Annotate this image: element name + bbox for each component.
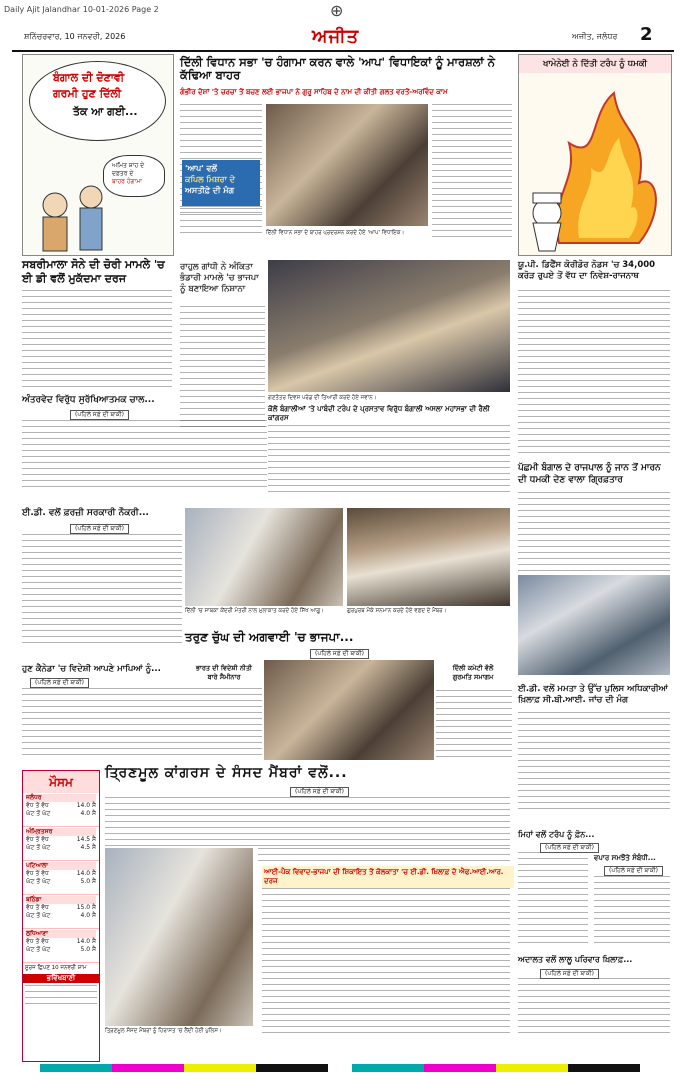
lead-headline: ਦਿੱਲੀ ਵਿਧਾਨ ਸਭਾ 'ਚ ਹੰਗਾਮਾ ਕਰਨ ਵਾਲੇ 'ਆਪ' ਵਿਧਾਇਕਾਂ ਨੂੰ ਮਾਰਸ਼ਲਾਂ ਨੇ ਕੱਢਿਆ ਬਾਹਰ [180,55,495,82]
cartoon-right-headline: ਖਾਮੇਨੇਈ ਨੇ ਦਿੱਤੀ ਟਰੰਪ ਨੂੰ ਧਮਕੀ [519,55,671,73]
tarun-continued: (ਪਹਿਲੇ ਸਫ਼ੇ ਦੀ ਬਾਕੀ) [310,649,369,659]
lead-photo [266,104,428,226]
weather-city-row [23,793,99,827]
min-value: 4.5 ਸੈ [80,844,96,851]
weather-city-name: ਬਠਿੰਡਾ [26,896,96,904]
antarvedh-continued: (ਪਹਿਲੇ ਸਫ਼ੇ ਦੀ ਬਾਕੀ) [70,410,129,420]
bubble-line-3: ਤੱਕ ਆ ਗਈ... [73,105,138,118]
meeting-photo-caption: ਦਿੱਲੀ 'ਚ ਸਾਬਕਾ ਕੇਂਦਰੀ ਮੰਤਰੀ ਨਾਲ ਮੁਲਾਕਾਤ ਕਰਦੇ ਹੋਏ ਸਿੱਖ ਆਗੂ। [185,608,324,614]
adalat-headline: ਅਦਾਲਤ ਵਲੋਂ ਲਾਲੂ ਪਰਿਵਾਰ ਖ਼ਿਲਾਫ਼... [518,955,633,964]
seminar-line-2: ਬਾਰੇ ਸੈਮੀਨਾਰ [207,673,241,681]
max-value: 14.0 ਸੈ [76,870,96,877]
weather-city-row [23,861,99,895]
header-date: ਸ਼ਨਿੱਚਰਵਾਰ, 10 ਜਨਵਰੀ, 2026 [24,32,126,41]
min-label: ਘੱਟ ਤੋਂ ਘੱਟ [26,946,51,953]
forecast-title: ਭਵਿੱਖਬਾਣੀ [23,974,99,983]
weather-city-row [23,929,99,963]
antarvedh-headline: ਅੰਤਰਵੇਦ ਵਿਰੁੱਧ ਸੁਰੱਖਿਆਤਮਕ ਚਾਲ... [22,395,155,405]
tmc-text-2 [258,848,510,864]
seminar-box [188,664,260,682]
weather-min [26,844,96,852]
min-label: ਘੱਟ ਤੋਂ ਘੱਟ [26,912,51,919]
up-text [518,290,670,455]
weather-max [26,904,96,912]
felicitation-photo-caption: ਗੁਰਪੁਰਬ ਮੌਕੇ ਸਨਮਾਨ ਕਰਦੇ ਹੋਏ ਵਫ਼ਦ ਦੇ ਮੈਂਬਰ। [347,608,447,614]
header-city: ਅਜੀਤ, ਜਲੰਧਰ [572,32,618,41]
rahul-headline: ਰਾਹੁਲ ਗਾਂਧੀ ਨੇ ਅੰਕਿਤਾ ਭੰਡਾਰੀ ਮਾਮਲੇ 'ਚ ਭਾਜਪਾ ਨੂੰ ਬਣਾਇਆ ਨਿਸ਼ਾਨਾ [180,262,259,294]
print-strip [0,0,687,22]
lead-subhead: ਗੰਭੀਰ ਦੋਸ਼ਾਂ 'ਤੇ ਚਰਚਾ ਤੋਂ ਬਚਣ ਲਈ ਭਾਜਪਾ ਨੇ ਗੁਰੂ ਸਾਹਿਬ ਦੇ ਨਾਮ ਦੀ ਕੀਤੀ ਗਲਤ ਵਰਤੋਂ-ਅਰਵਿੰਦ ਕਾਮ [180,88,448,96]
vyapar-continued: (ਪਹਿਲੇ ਸਫ਼ੇ ਦੀ ਬਾਕੀ) [604,866,663,876]
parade-photo [268,260,510,392]
page-header [12,22,674,52]
ed-fake-jobs-continued: (ਪਹਿਲੇ ਸਫ਼ੇ ਦੀ ਬਾਕੀ) [70,524,129,534]
registration-mark-icon: ⊕ [330,1,344,20]
min-label: ਘੱਟ ਤੋਂ ਘੱਟ [26,810,51,817]
up-headline: ਯੂ.ਪੀ. ਡਿਫੈਂਸ ਕੋਰੀਡੋਰ ਨੋਡਸ 'ਚ 34,000 ਕਰੋੜ ਰੁਪਏ ਤੋਂ ਵੱਧ ਦਾ ਨਿਵੇਸ਼-ਰਾਜਨਾਥ [518,260,656,281]
felicitation-photo [347,508,510,606]
max-value: 14.0 ਸੈ [76,802,96,809]
max-value: 14.5 ਸੈ [76,836,96,843]
inset-line-1: 'ਆਪ' ਵਲੋਂ [185,164,217,173]
ed-mamata-headline: ਈ.ਡੀ. ਵਲੋਂ ਮਮਤਾ ਤੇ ਉੱਚ ਪੁਲਿਸ ਅਧਿਕਾਰੀਆਂ ਖ਼ਿਲਾਫ਼ ਸੀ.ਬੀ.ਆਈ. ਜਾਂਚ ਦੀ ਮੰਗ [518,684,668,705]
antarvedh-text [22,420,267,490]
weather-rows [23,793,99,963]
weather-min [26,878,96,886]
small-bubble-line-3: ਬਾਹਰ ਹੰਗਾਮਾ [112,178,143,185]
vyapar-headline: ਵਪਾਰ ਸਮਝੌਤੇ ਸੰਬੰਧੀ... [594,854,656,862]
gurmat-line-2: ਗੁਰਮਤਿ ਸਮਾਗਮ [452,673,494,681]
crowd-photo [518,575,670,675]
lead-text-col-2 [432,104,512,239]
weather-max [26,938,96,946]
weather-city-name: ਅੰਮ੍ਰਿਤਸਰ [26,828,96,836]
max-value: 14.0 ਸੈ [76,938,96,945]
canada-continued: (ਪਹਿਲੇ ਸਫ਼ੇ ਦੀ ਬਾਕੀ) [30,678,89,688]
max-label: ਵੱਧ ਤੋਂ ਵੱਧ [26,836,49,843]
kolkata-text [268,425,510,495]
max-value: 15.0 ਸੈ [76,904,96,911]
sun-times: ਸੂਰਜ ਛਿਪਣ 10 ਜਨਵਰੀ ਸ਼ਾਮ [25,965,87,971]
min-value: 5.0 ਸੈ [80,946,96,953]
bubble-line-1: ਬੰਗਾਲ ਦੀ ਦੋਣਾਵੀ [53,71,125,84]
small-bubble-line-1: ਅਮਿਤ ਸ਼ਾਹ ਦੇ [112,162,145,169]
bottom-color-bar [40,1064,640,1072]
max-label: ਵੱਧ ਤੋਂ ਵੱਧ [26,938,49,945]
gurmat-box [436,664,510,682]
min-label: ਘੱਟ ਤੋਂ ਘੱਟ [26,844,51,851]
weather-min [26,946,96,954]
weather-title: ਮੌਸਮ [23,771,99,793]
adalat-continued: (ਪਹਿਲੇ ਸਫ਼ੇ ਦੀ ਬਾਕੀ) [540,969,599,979]
min-value: 5.0 ਸੈ [80,878,96,885]
tmc-photo-caption: ਤ੍ਰਿਣਮੂਲ ਸੰਸਦ ਮੈਂਬਰਾਂ ਨੂੰ ਹਿਰਾਸਤ 'ਚ ਲੈਂਦੀ ਹੋਈ ਪੁਲਿਸ। [105,1028,222,1034]
tmc-headline: ਤ੍ਰਿਣਮੂਲ ਕਾਂਗਰਸ ਦੇ ਸੰਸਦ ਮੈਂਬਰਾਂ ਵਲੋਂ... [105,765,348,781]
ed-fake-jobs-text [22,534,182,644]
weather-min [26,912,96,920]
cartoon-right [518,54,672,256]
parade-caption: ਗਣਤੰਤਰ ਦਿਵਸ ਪਰੇਡ ਦੀ ਤਿਆਰੀ ਕਰਦੇ ਹੋਏ ਜਵਾਨ। [268,395,377,401]
weather-max [26,836,96,844]
vyapar-text [594,876,670,948]
print-info: Daily Ajit Jalandhar 10-01-2026 Page 2 [4,5,159,14]
lead-photo-caption: ਦਿੱਲੀ ਵਿਧਾਨ ਸਭਾ ਦੇ ਬਾਹਰ ਪ੍ਰਦਰਸ਼ਨ ਕਰਦੇ ਹੋਏ 'ਆਪ' ਵਿਧਾਇਕ। [266,230,405,236]
weather-city-name: ਪਟਿਆਲਾ [26,862,96,870]
lead-text-col-3 [180,208,262,238]
cartoon-figures [23,55,173,255]
weather-city-name: ਜਲੰਧਰ [26,794,96,802]
adalat-text [518,978,670,1038]
page-number: 2 [640,24,653,45]
weather-city-row [23,827,99,861]
min-value: 4.0 ਸੈ [80,912,96,919]
max-label: ਵੱਧ ਤੋਂ ਵੱਧ [26,904,49,911]
weather-city-row [23,895,99,929]
rahul-text [180,306,265,431]
meeting-photo [185,508,343,606]
ed-mamata-text [518,712,670,812]
tmc-continued: (ਪਹਿਲੇ ਸਫ਼ੇ ਦੀ ਬਾਕੀ) [290,787,349,797]
gurmat-text [436,690,512,760]
lead-inset-box [182,160,260,206]
weather-max [26,870,96,878]
ipac-headline: ਆਈ-ਪੈਕ ਵਿਵਾਦ-ਭਾਜਪਾ ਦੀ ਸ਼ਿਕਾਇਤ ਤੋਂ ਕੋਲਕਾਤਾ 'ਚ ਈ.ਡੀ. ਖ਼ਿਲਾਫ਼ ਦੋ ਐਫ.ਆਈ.ਆਰ. ਦਰਜ [262,866,514,888]
min-label: ਘੱਟ ਤੋਂ ਘੱਟ [26,878,51,885]
cartoon-left [22,54,174,256]
inset-line-2: ਕਪਿਲ ਮਿਸ਼ਰਾ ਦੇ [185,175,235,184]
bengal-governor-text [518,492,670,572]
kolkata-headline: ਕੋਲੋਂ ਬੰਗਾਲੀਆਂ 'ਤੇ ਪਾਬੰਦੀ ਟਰੰਪ ਦੇ ਪ੍ਰਸਤਾਵ ਵਿਰੁੱਧ ਬੰਗਾਲੀ ਅਸਲਾ ਮਹਾਂਸਭਾ ਦੀ ਰੈਲੀ ਕਾਂਗਰਸ [268,405,490,422]
ipac-text [262,888,510,1038]
masthead: ਅਜੀਤ [312,26,360,47]
bubble-line-2: ਗਰਮੀ ਹੁਣ ਦਿੱਲੀ [53,87,122,100]
migrant-text [518,852,588,947]
min-value: 4.0 ਸੈ [80,810,96,817]
rally-photo [264,660,434,760]
sabarimala-text [22,290,172,390]
gurmat-line-1: ਦਿੱਲੀ ਕਮੇਟੀ ਵੱਲੋਂ [452,664,494,672]
ed-fake-jobs-headline: ਈ.ਡੀ. ਵਲੋਂ ਫ਼ਰਜ਼ੀ ਸਰਕਾਰੀ ਨੌਕਰੀ... [22,508,149,518]
weather-min [26,810,96,818]
migrant-continued: (ਪਹਿਲੇ ਸਫ਼ੇ ਦੀ ਬਾਕੀ) [540,843,599,853]
inset-line-3: ਅਸਤੀਫ਼ੇ ਦੀ ਮੰਗ [185,186,235,195]
max-label: ਵੱਧ ਤੋਂ ਵੱਧ [26,802,49,809]
weather-city-name: ਲੁਧਿਆਣਾ [26,930,96,938]
tmc-photo [105,848,253,1026]
canada-headline: ਹੁਣ ਕੈਨੇਡਾ 'ਚ ਵਿਦੇਸ਼ੀ ਆਪਣੇ ਮਾਪਿਆਂ ਨੂੰ... [22,664,161,674]
seminar-line-1: ਭਾਰਤ ਦੀ ਵਿਦੇਸ਼ੀ ਨੀਤੀ [196,664,252,672]
weather-max [26,802,96,810]
canada-text [22,688,262,758]
bengal-governor-headline: ਪੱਛਮੀ ਬੰਗਾਲ ਦੇ ਰਾਜਪਾਲ ਨੂੰ ਜਾਨ ਤੋਂ ਮਾਰਨ ਦੀ ਧਮਕੀ ਦੇਣ ਵਾਲਾ ਗ੍ਰਿਫ਼ਤਾਰ [518,463,661,485]
forecast-text [25,985,97,1005]
small-bubble-line-2: ਦਫ਼ਤਰ ਦੇ [112,170,134,177]
tmc-text-1 [105,797,510,847]
tarun-headline: ਤਰੁਣ ਚੁੱਘ ਦੀ ਅਗਵਾਈ 'ਚ ਭਾਜਪਾ... [185,630,354,644]
weather-box [22,770,100,1062]
sabarimala-headline: ਸਬਰੀਮਾਲਾ ਸੋਨੇ ਦੀ ਚੋਰੀ ਮਾਮਲੇ 'ਚ ਈ ਡੀ ਵਲੋਂ ਮੁਕੱਦਮਾ ਦਰਜ [22,258,165,285]
fire-illustration [519,73,671,255]
migrant-headline: ਮਿਹਾਂ ਵਲੋਂ ਟਰੰਪ ਨੂੰ ਫ਼ੋਨ... [518,830,595,839]
max-label: ਵੱਧ ਤੋਂ ਵੱਧ [26,870,49,877]
